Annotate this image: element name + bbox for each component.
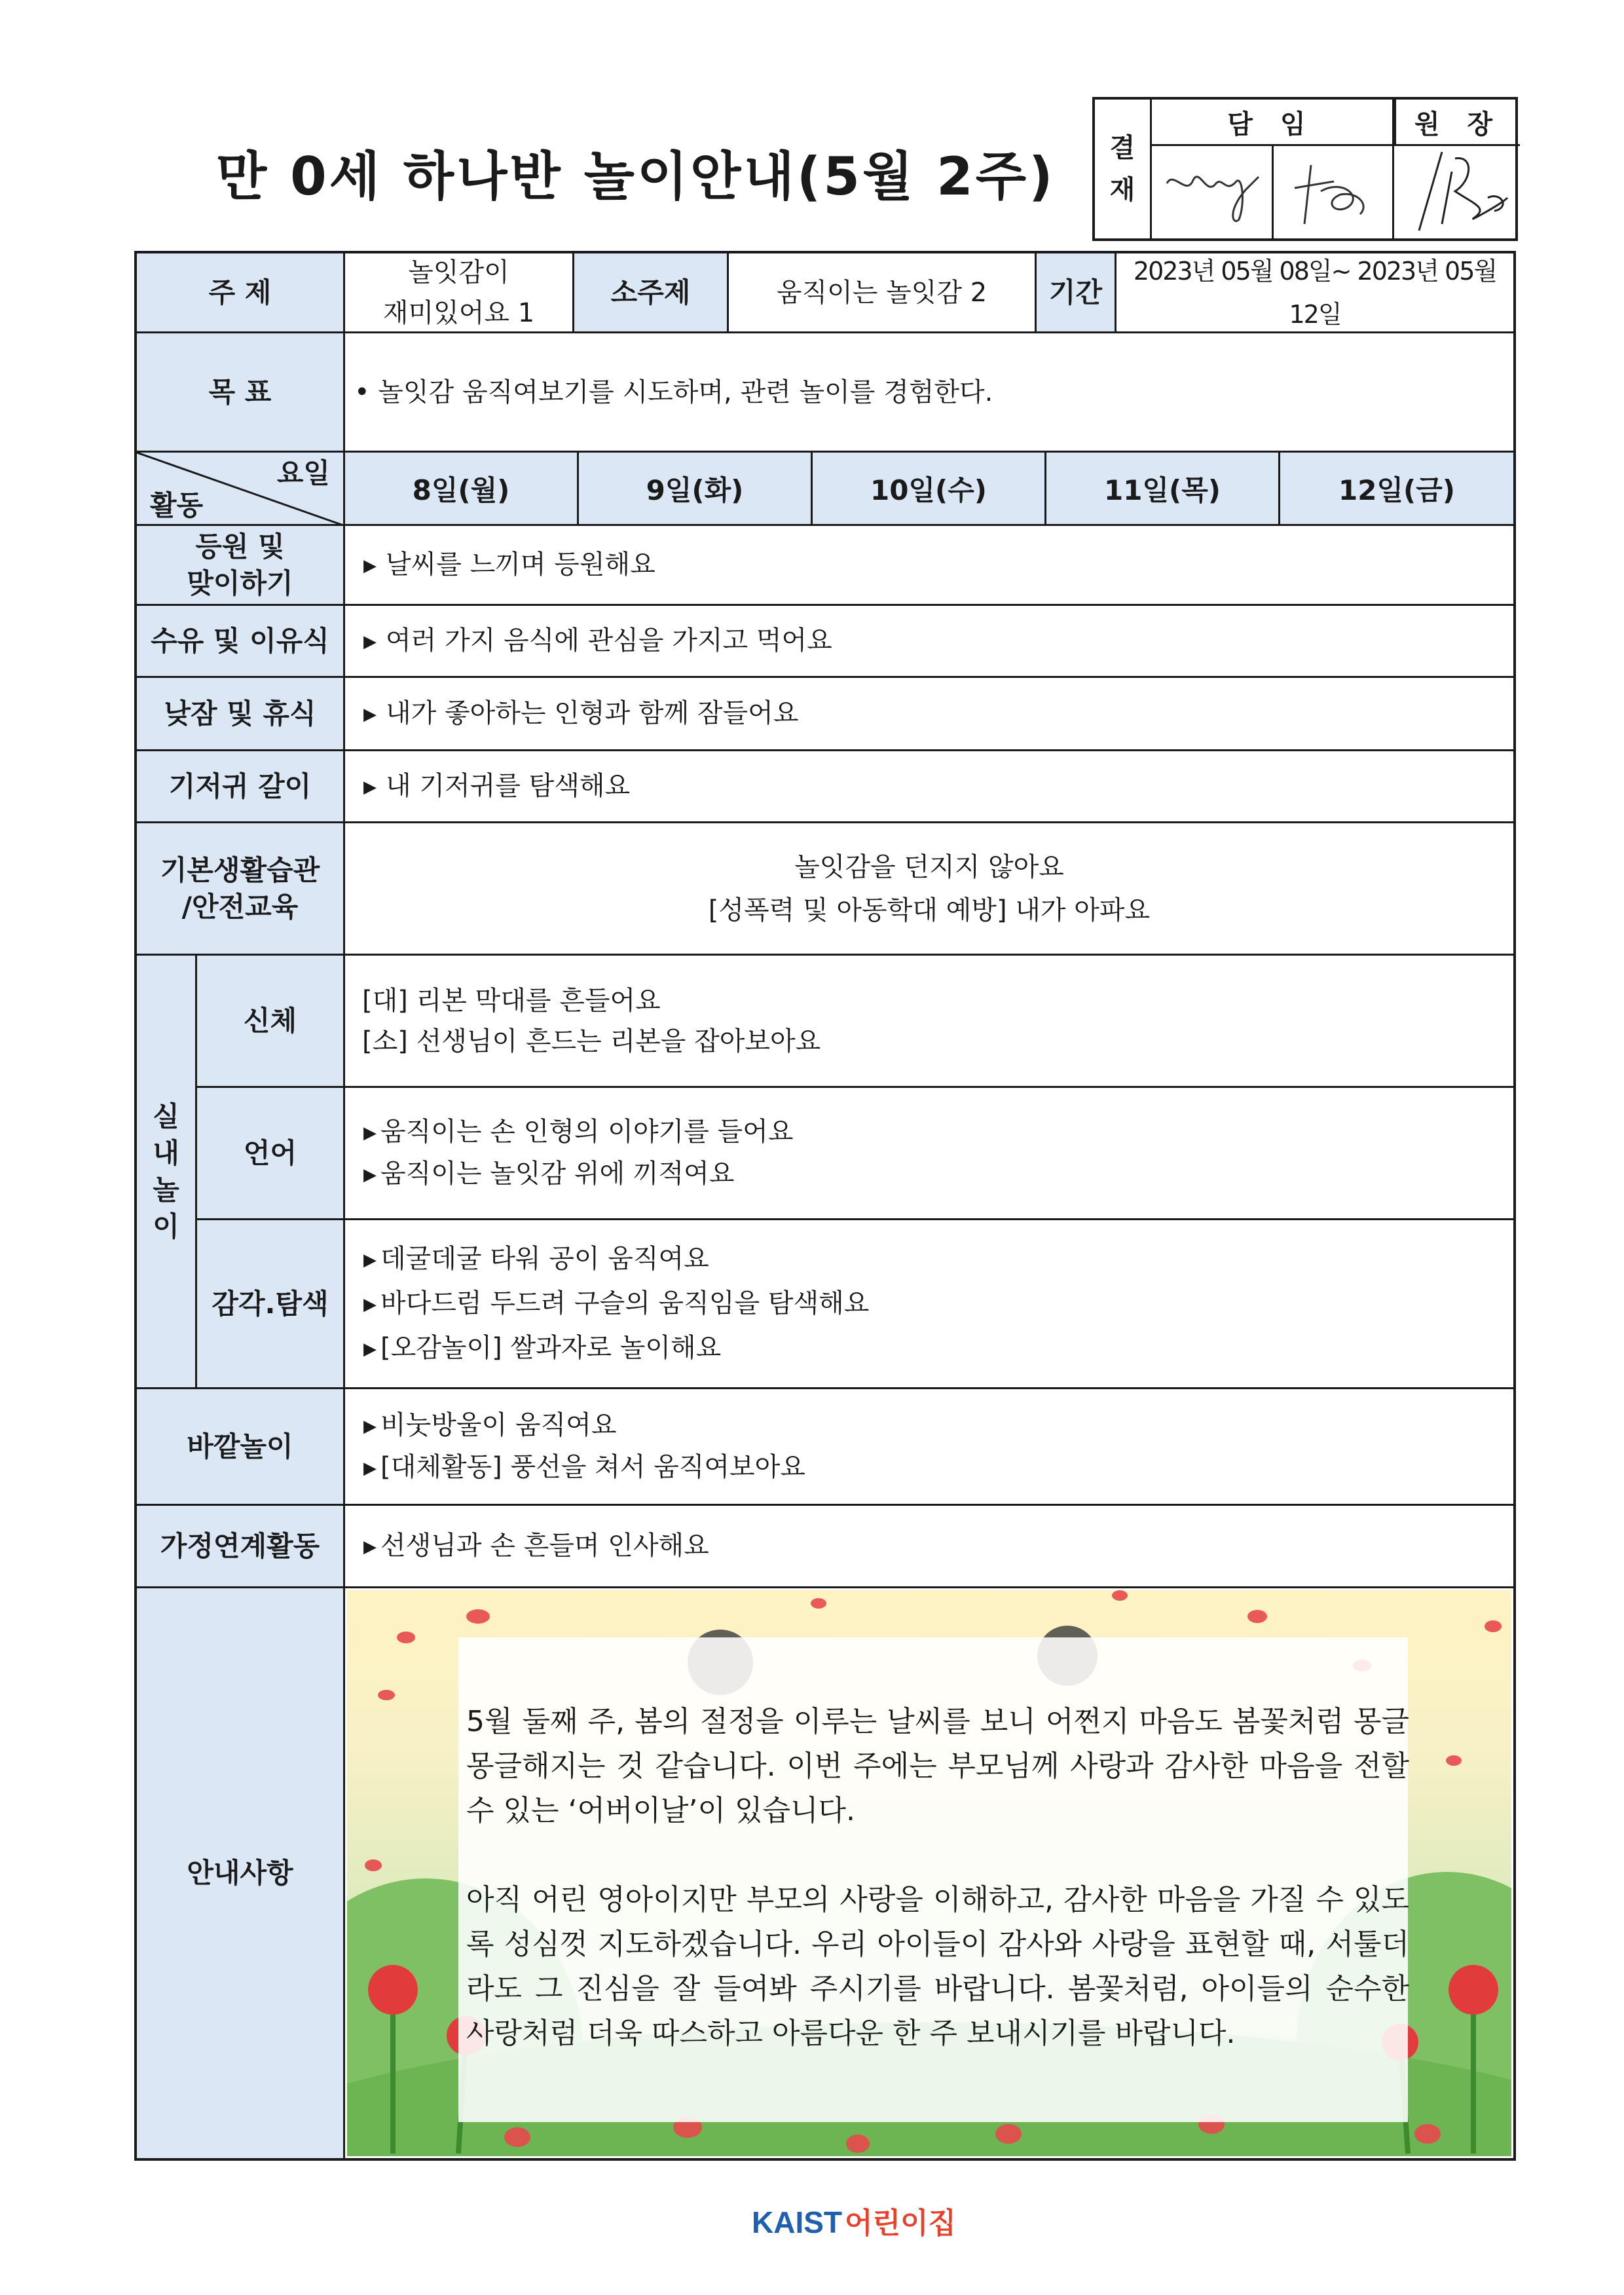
home-row	[345, 1506, 1513, 1588]
day-header-thu: 11일(목)	[1046, 453, 1280, 526]
nap-row	[345, 678, 1513, 751]
bullet-triangle-icon: ▶	[363, 1294, 377, 1315]
meal-item	[345, 619, 1513, 663]
bullet-triangle-icon: ▶	[363, 1458, 377, 1478]
sensory-text: 바다드럼 두드려 구슬의 움직임을 탐색해요	[380, 1288, 870, 1318]
physical-item: [대] 리본 막대를 흔들어요	[362, 985, 661, 1016]
outdoor-label: 바깥놀이	[137, 1389, 345, 1506]
day-activity-corner	[137, 453, 345, 526]
sensory-text: [오감놀이] 쌀과자로 놀이해요	[380, 1332, 722, 1363]
indoor-label-char: 놀	[153, 1173, 179, 1206]
sensory-text: 데굴데굴 타워 공이 움직여요	[380, 1243, 709, 1274]
language-item	[345, 1111, 1513, 1153]
goal-label: 목 표	[137, 333, 345, 453]
day-header-tue: 9일(화)	[579, 453, 813, 526]
approval-side-label	[1095, 100, 1152, 238]
approval-divider	[1392, 100, 1394, 241]
day-header-wed: 10일(수)	[813, 453, 1046, 526]
language-text: 움직이는 놀잇감 위에 끼적여요	[380, 1158, 735, 1189]
theme-value	[345, 253, 574, 333]
nap-item	[345, 692, 1513, 736]
bullet-triangle-icon: ▶	[363, 555, 377, 576]
corner-day-label: 요일	[276, 457, 330, 489]
period-value: 2023년 05월 08일~ 2023년 05월 12일	[1116, 253, 1513, 333]
bullet-triangle-icon: ▶	[363, 1250, 377, 1270]
diaper-row	[345, 751, 1513, 823]
diaper-text: 내 기저귀를 탐색해요	[386, 770, 631, 801]
notice-paragraph-2: 아직 어린 영아이지만 부모의 사랑을 이해하고, 감사한 마음을 가질 수 있도록 성심껏 지도하겠습니다. 우리 아이들이 감사와 사랑을 표현할 때, 서툴더라도 그 진심을 잘 들여봐 주시기를 바랍니다. 봄꽃처럼, 아이들의 순수한 사랑처럼 더욱 따스하고 아름다운 한 주 보내시기를 바랍니다.	[466, 1883, 1409, 2050]
home-label: 가정연계활동	[137, 1506, 345, 1588]
goal-text-content: • 놀잇감 움직여보기를 시도하며, 관련 놀이를 경험한다.	[354, 377, 993, 407]
corner-activity-label: 활동	[150, 489, 204, 521]
bullet-triangle-icon: ▶	[363, 777, 377, 797]
bullet-triangle-icon: ▶	[363, 1416, 377, 1436]
habit-label-line2: /안전교육	[181, 890, 299, 923]
sensory-label: 감각.탐색	[197, 1220, 345, 1389]
notice-paragraph-1: 5월 둘째 주, 봄의 절정을 이루는 날씨를 보니 어쩐지 마음도 봄꽃처럼 몽글몽글해지는 것 같습니다. 이번 주에는 부모님께 사랑과 감사한 마음을 전할 수 있는 ‘어버이날’이 있습니다.	[466, 1705, 1409, 1827]
outdoor-text: [대체활동] 풍선을 쳐서 움직여보아요	[380, 1451, 805, 1482]
logo-korean-text: 어린이집	[845, 2207, 957, 2239]
language-label: 언어	[197, 1088, 345, 1220]
page-title: 만 0세 하나반 놀이안내(5월 2주)	[216, 146, 1056, 207]
subtheme-value: 움직이는 놀잇감 2	[729, 253, 1037, 333]
arrival-label	[137, 526, 345, 606]
home-item	[345, 1524, 1513, 1569]
approval-divider	[1272, 144, 1274, 241]
indoor-label-char: 내	[153, 1136, 179, 1169]
theme-value-line1: 놀잇감이	[408, 257, 509, 288]
day-header-mon: 8일(월)	[345, 453, 579, 526]
approval-side-1: 결	[1109, 133, 1135, 163]
habit-label	[137, 823, 345, 956]
approval-director-header: 원 장	[1394, 100, 1520, 146]
habit-text-line2: [성폭력 및 아동학대 예방] 내가 아파요	[708, 895, 1151, 925]
theme-value-line2: 재미있어요 1	[382, 297, 535, 328]
bullet-triangle-icon: ▶	[363, 1123, 377, 1143]
day-header-fri: 12일(금)	[1280, 453, 1513, 526]
teacher-signature-1	[1160, 157, 1265, 229]
goal-text	[345, 333, 1513, 453]
habit-row	[345, 823, 1513, 956]
approval-teacher-header: 담 임	[1150, 100, 1392, 146]
outdoor-text: 비눗방울이 움직여요	[380, 1409, 617, 1440]
language-row	[345, 1088, 1513, 1220]
language-text: 움직이는 손 인형의 이야기를 들어요	[380, 1116, 794, 1147]
bullet-triangle-icon: ▶	[363, 704, 377, 724]
arrival-row	[345, 526, 1513, 606]
arrival-text: 날씨를 느끼며 등원해요	[386, 549, 655, 580]
arrival-label-line2: 맞이하기	[187, 567, 293, 599]
home-text: 선생님과 손 흔들며 인사해요	[380, 1530, 709, 1561]
diaper-label: 기저귀 갈이	[137, 751, 345, 823]
meal-row	[345, 606, 1513, 678]
meal-label: 수유 및 이유식	[137, 606, 345, 678]
diaper-item	[345, 764, 1513, 809]
outdoor-row	[345, 1389, 1513, 1506]
logo-kaist-text: KAIST	[752, 2205, 842, 2239]
arrival-label-line1: 등원 및	[195, 530, 285, 563]
meal-text: 여러 가지 음식에 관심을 가지고 먹어요	[386, 625, 832, 656]
indoor-label-char: 이	[153, 1210, 179, 1242]
sensory-item	[345, 1282, 1513, 1326]
physical-label: 신체	[197, 956, 345, 1088]
outdoor-item	[345, 1447, 1513, 1489]
arrival-item	[345, 543, 1513, 588]
nap-label: 낮잠 및 휴식	[137, 678, 345, 751]
bullet-triangle-icon: ▶	[363, 1537, 377, 1557]
approval-side-2: 재	[1109, 175, 1135, 205]
sensory-item	[345, 1326, 1513, 1371]
nap-text: 내가 좋아하는 인형과 함께 잠들어요	[386, 698, 799, 728]
approval-box	[1092, 97, 1518, 241]
subtheme-label: 소주제	[574, 253, 729, 333]
sensory-row	[345, 1220, 1513, 1389]
director-signature	[1403, 145, 1514, 237]
bullet-triangle-icon: ▶	[363, 631, 377, 652]
physical-item: [소] 선생님이 흔드는 리본을 잡아보아요	[362, 1026, 821, 1056]
bullet-triangle-icon: ▶	[363, 1339, 377, 1359]
teacher-signature-2	[1285, 152, 1383, 231]
indoor-play-group-label	[137, 956, 197, 1389]
outdoor-item	[345, 1405, 1513, 1447]
theme-label: 주 제	[137, 253, 345, 333]
bullet-triangle-icon: ▶	[363, 1165, 377, 1185]
kaist-daycare-logo	[752, 2199, 956, 2241]
habit-text-line1: 놀잇감을 던지지 않아요	[794, 851, 1064, 882]
physical-row	[345, 956, 1513, 1088]
sensory-item	[345, 1237, 1513, 1282]
habit-label-line1: 기본생활습관	[160, 853, 320, 886]
indoor-label-char: 실	[153, 1100, 179, 1132]
period-label: 기간	[1037, 253, 1116, 333]
language-item	[345, 1153, 1513, 1195]
notice-text	[466, 1700, 1409, 2056]
notice-label: 안내사항	[137, 1588, 345, 2158]
